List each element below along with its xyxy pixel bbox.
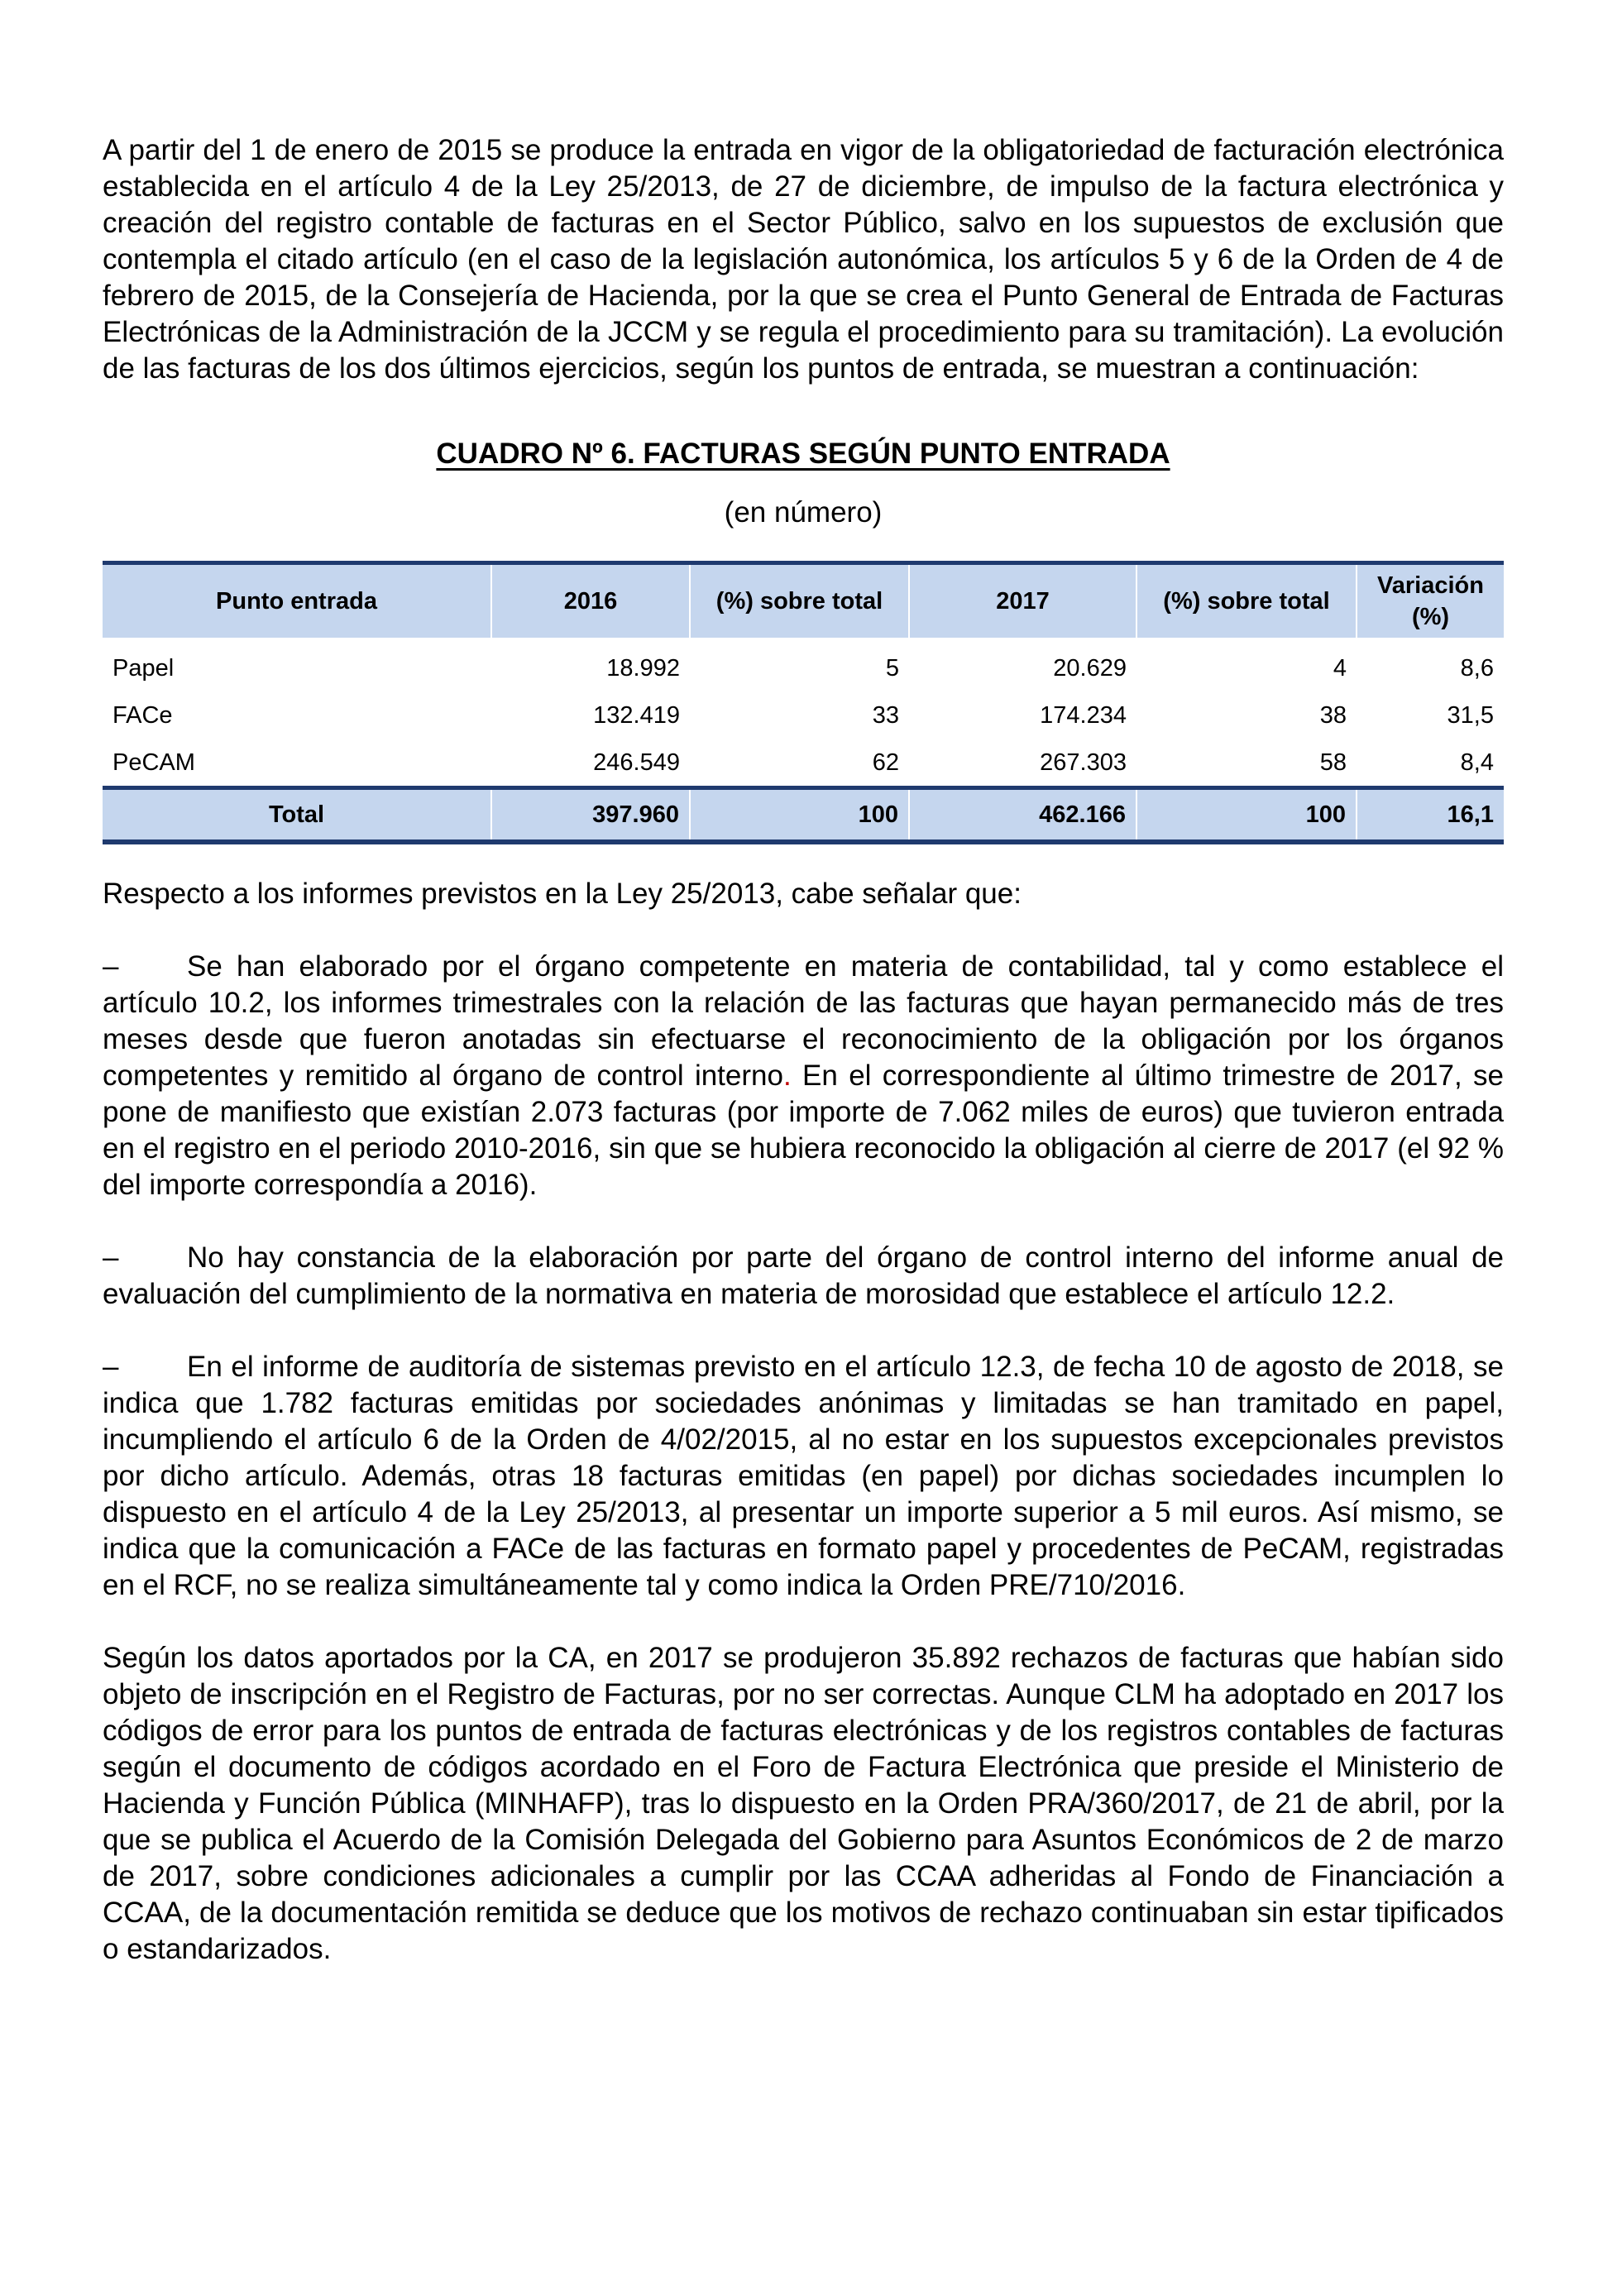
cell-pct-2017: 58 <box>1319 749 1347 776</box>
total-label: Total <box>103 788 491 843</box>
dash-marker: – <box>103 1241 119 1274</box>
cell-2017: 267.303 <box>1040 749 1127 776</box>
header-pct-2017: (%) sobre total <box>1136 563 1357 639</box>
dash-marker: – <box>103 950 119 983</box>
table-row <box>103 739 1504 788</box>
table-title-text: CUADRO Nº 6. FACTURAS SEGÚN PUNTO ENTRADA <box>436 438 1170 470</box>
total-2017: 462.166 <box>909 788 1136 843</box>
bullet-text: Se han elaborado por el órgano competente en materia de contabilidad, tal y como establece el artículo 10.2, los informes trimestrales con la relación de las facturas que hayan permanecido más de tres meses desde que fueron anotadas sin efectuarse el reconocimiento de la obligación por los órganos competentes y remitido al órgano de control interno <box>103 950 1504 1092</box>
page-content <box>103 132 1504 1968</box>
cell-2016: 18.992 <box>606 654 680 682</box>
table-row <box>103 639 1504 691</box>
intro-paragraph: A partir del 1 de enero de 2015 se produce la entrada en vigor de la obligatoriedad de facturación electrónica establecida en el artículo 4 de la Ley 25/2013, de 27 de diciembre, de impulso de la factura electrónica y creación del registro contable de facturas en el Sector Público, salvo en los supuestos de exclusión que contempla el citado artículo (en el caso de la legislación autonómica, los artículos 5 y 6 de la Orden de 4 de febrero de 2015, de la Consejería de Hacienda, por la que se crea el Punto General de Entrada de Facturas Electrónicas de la Administración de la JCCM y se regula el procedimiento para su tramitación). La evolución de las facturas de los dos últimos ejercicios, según los puntos de entrada, se muestran a continuación: <box>103 134 1504 385</box>
cell-variacion: 31,5 <box>1447 701 1494 729</box>
total-pct-2016: 100 <box>690 788 909 843</box>
header-punto-entrada: Punto entrada <box>103 563 491 639</box>
bullet-item-1 <box>103 949 1504 1203</box>
header-2017: 2017 <box>909 563 1136 639</box>
bullet-text: No hay constancia de la elaboración por parte del órgano de control interno del informe anual de evaluación del cumplimiento de la normativa en materia de morosidad que establece el artículo 12.2. <box>103 1241 1504 1310</box>
bullet-item-3 <box>103 1349 1504 1604</box>
cell-pct-2016: 33 <box>872 701 899 729</box>
bullet-item-2 <box>103 1240 1504 1313</box>
cell-variacion: 8,6 <box>1460 654 1494 682</box>
table-row <box>103 691 1504 739</box>
cell-variacion: 8,4 <box>1460 749 1494 776</box>
cell-2016: 246.549 <box>593 749 680 776</box>
total-2016: 397.960 <box>491 788 690 843</box>
header-variacion: Variación (%) <box>1357 563 1504 639</box>
cell-punto: Papel <box>112 654 175 682</box>
cell-2017: 174.234 <box>1040 701 1127 729</box>
dash-marker: – <box>103 1351 119 1383</box>
cell-pct-2016: 62 <box>872 749 899 776</box>
cell-pct-2016: 5 <box>885 654 899 682</box>
cell-2016: 132.419 <box>593 701 680 729</box>
cell-2017: 20.629 <box>1053 654 1127 682</box>
table-title <box>103 435 1504 473</box>
cell-punto: FACe <box>112 701 173 729</box>
table-subtitle: (en número) <box>724 496 883 529</box>
highlighted-period: . <box>782 1060 792 1092</box>
cell-pct-2017: 38 <box>1319 701 1347 729</box>
cell-punto: PeCAM <box>112 749 195 776</box>
cell-pct-2017: 4 <box>1333 654 1347 682</box>
total-pct-2017: 100 <box>1136 788 1357 843</box>
header-pct-2016: (%) sobre total <box>690 563 909 639</box>
final-paragraph: Según los datos aportados por la CA, en 2017 se produjeron 35.892 rechazos de facturas que habían sido objeto de inscripción en el Registro de Facturas, por no ser correctas. Aunque CLM ha adoptado en 2017 los códigos de error para los puntos de entrada de facturas electrónicas y de los registros contables de facturas según el documento de códigos acordado en el Foro de Factura Electrónica que preside el Ministerio de Hacienda y Función Pública (MINHAFP), tras lo dispuesto en la Orden PRA/360/2017, de 21 de abril, por la que se publica el Acuerdo de la Comisión Delegada del Gobierno para Asuntos Económicos de 2 de marzo de 2017, sobre condiciones adicionales a cumplir por las CCAA adheridas al Fondo de Financiación a CCAA, de la documentación remitida se deduce que los motivos de rechazo continuaban sin estar tipificados o estandarizados. <box>103 1642 1504 1965</box>
header-2016: 2016 <box>491 563 690 639</box>
table-total-row <box>103 788 1504 843</box>
table-header-row <box>103 563 1504 639</box>
respecto-paragraph: Respecto a los informes previstos en la Ley 25/2013, cabe señalar que: <box>103 878 1022 910</box>
invoices-table <box>103 561 1504 844</box>
bullet-text-continued: En el correspondiente al último trimestre de 2017, se pone de manifiesto que existían 2.073 facturas (por importe de 7.062 miles de euros) que tuvieron entrada en el registro en el periodo 2010-2016, sin que se hubiera reconocido la obligación al cierre de 2017 (el 92 % del importe correspondía a 2016). <box>103 1060 1504 1201</box>
bullet-text: En el informe de auditoría de sistemas previsto en el artículo 12.3, de fecha 10 de agosto de 2018, se indica que 1.782 facturas emitidas por sociedades anónimas y limitadas se han tramitado en papel, incumpliendo el artículo 6 de la Orden de 4/02/2015, al no estar en los supuestos excepcionales previstos por dicho artículo. Además, otras 18 facturas emitidas (en papel) por dichas sociedades incumplen lo dispuesto en el artículo 4 de la Ley 25/2013, al presentar un importe superior a 5 mil euros. Así mismo, se indica que la comunicación a FACe de las facturas en formato papel y procedentes de PeCAM, registradas en el RCF, no se realiza simultáneamente tal y como indica la Orden PRE/710/2016. <box>103 1351 1504 1601</box>
total-variacion: 16,1 <box>1357 788 1504 843</box>
